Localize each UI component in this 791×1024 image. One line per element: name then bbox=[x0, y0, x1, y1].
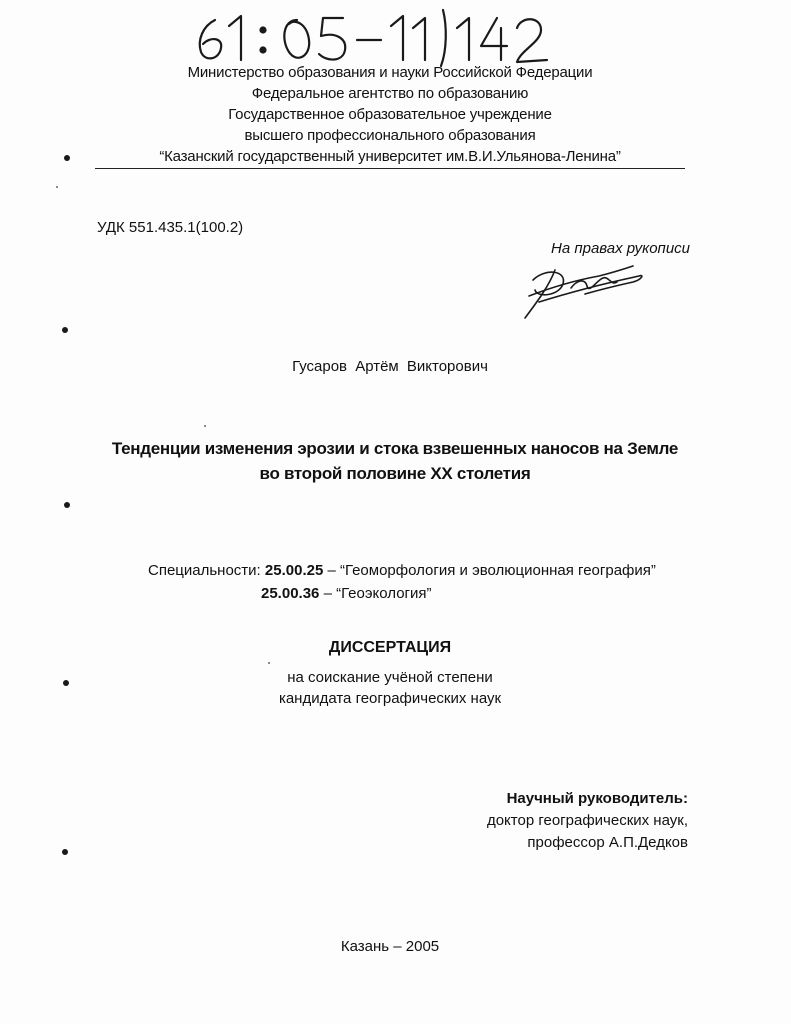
signature bbox=[515, 258, 655, 320]
scan-speck bbox=[56, 186, 58, 188]
author-name: Гусаров Артём Викторович bbox=[292, 358, 488, 375]
degree-purpose bbox=[200, 667, 580, 709]
header-ministry: Министерство образования и науки Российской Федерации bbox=[187, 64, 593, 81]
udk-code: УДК 551.435.1(100.2) bbox=[97, 219, 244, 236]
specialty-code: 25.00.36 bbox=[261, 585, 320, 602]
degree-purpose-line-1: на соискание учёной степени bbox=[287, 669, 493, 686]
punch-hole-mark bbox=[63, 680, 69, 686]
supervisor-title: Научный руководитель: bbox=[506, 790, 688, 807]
rights-note: На правах рукописи bbox=[551, 240, 690, 257]
specialty-code: 25.00.25 bbox=[264, 562, 324, 579]
specialty-line-1 bbox=[148, 559, 708, 582]
punch-hole-mark bbox=[64, 502, 70, 508]
punch-hole-mark bbox=[62, 849, 68, 855]
specialties-label: Специальности: bbox=[148, 562, 261, 579]
specialty-name: – “Геоморфология и эволюционная география” bbox=[327, 562, 656, 579]
degree-purpose-line-2: кандидата географических наук bbox=[278, 690, 502, 707]
punch-hole-mark bbox=[62, 327, 68, 333]
supervisor-name: профессор А.П.Дедков bbox=[527, 834, 688, 851]
punch-hole-mark bbox=[64, 155, 70, 161]
header-agency: Федеральное агентство по образованию bbox=[251, 85, 529, 102]
supervisor-degree: доктор географических наук, bbox=[486, 812, 688, 829]
city-year: Казань – 2005 bbox=[340, 938, 440, 955]
institution-header bbox=[80, 62, 700, 167]
dissertation-heading: ДИССЕРТАЦИЯ bbox=[328, 639, 452, 656]
title-line-2: во второй половине XX столетия bbox=[259, 464, 531, 483]
specialty-line-2 bbox=[148, 582, 708, 605]
header-education-level: высшего профессионального образования bbox=[244, 127, 536, 144]
scan-speck bbox=[204, 425, 206, 427]
title-line-1: Тенденции изменения эрозии и стока взвешенных наносов на Земле bbox=[111, 439, 679, 458]
header-university-name: “Казанский государственный университет им.В.И.Ульянова-Ленина” bbox=[159, 148, 621, 165]
supervisor-block bbox=[380, 788, 688, 854]
header-institution-type: Государственное образовательное учреждение bbox=[228, 106, 552, 123]
header-divider bbox=[95, 168, 685, 169]
scan-speck bbox=[268, 662, 270, 664]
specialty-name: – “Геоэкология” bbox=[323, 585, 432, 602]
dissertation-title bbox=[60, 436, 730, 486]
specialties-block bbox=[148, 559, 708, 605]
handwritten-archive-code bbox=[185, 6, 575, 68]
